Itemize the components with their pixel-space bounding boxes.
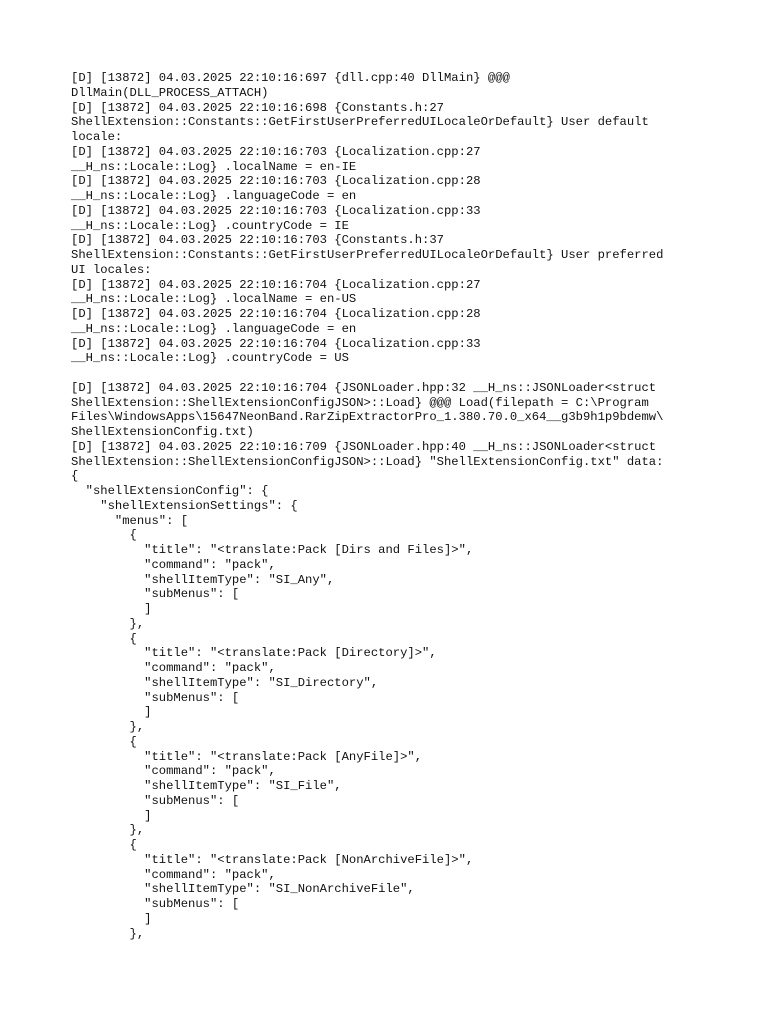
- log-text-body: [71, 71, 711, 941]
- log-line: [71, 366, 711, 381]
- log-line: __H_ns::Locale::Log} .languageCode = en: [71, 321, 357, 336]
- log-line: ShellExtension::Constants::GetFirstUserPreferredUILocaleOrDefault} User default: [71, 115, 649, 130]
- log-line: "subMenus": [: [71, 897, 240, 911]
- log-line: [D] [13872] 04.03.2025 22:10:16:697 {dll.cpp:40 DllMain} @@@: [71, 71, 510, 85]
- log-line: [D] [13872] 04.03.2025 22:10:16:698 {Constants.h:27: [71, 100, 444, 115]
- log-line: [D] [13872] 04.03.2025 22:10:16:709 {JSONLoader.hpp:40 __H_ns::JSONLoader<struct: [71, 439, 657, 454]
- log-line: {: [71, 528, 137, 543]
- log-line: },: [71, 926, 145, 941]
- log-line: ]: [71, 705, 152, 720]
- log-line: "shellItemType": "SI_Directory",: [71, 675, 379, 690]
- log-line: __H_ns::Locale::Log} .localName = en-IE: [71, 159, 357, 174]
- log-line: "shellItemType": "SI_NonArchiveFile",: [71, 882, 415, 897]
- log-line: [D] [13872] 04.03.2025 22:10:16:703 {Localization.cpp:28: [71, 174, 481, 189]
- log-line: "shellExtensionConfig": {: [71, 484, 269, 498]
- log-line: ShellExtensionConfig.txt): [71, 425, 254, 439]
- log-line: __H_ns::Locale::Log} .countryCode = IE: [71, 218, 349, 233]
- log-line: ]: [71, 911, 152, 926]
- log-line: [D] [13872] 04.03.2025 22:10:16:703 {Constants.h:37: [71, 233, 444, 248]
- log-line: },: [71, 823, 145, 838]
- log-line: "title": "<translate:Pack [AnyFile]>",: [71, 749, 423, 764]
- log-line: __H_ns::Locale::Log} .countryCode = US: [71, 351, 349, 366]
- log-line: },: [71, 720, 145, 734]
- log-line: ShellExtension::ShellExtensionConfigJSON>::Load} @@@ Load(filepath = C:\Program: [71, 395, 649, 410]
- log-line: {: [71, 631, 137, 646]
- log-line: [D] [13872] 04.03.2025 22:10:16:704 {Localization.cpp:27: [71, 277, 481, 292]
- log-line: [D] [13872] 04.03.2025 22:10:16:704 {Localization.cpp:28: [71, 307, 481, 321]
- log-line: "shellItemType": "SI_Any",: [71, 572, 335, 587]
- log-line: "subMenus": [: [71, 587, 240, 602]
- log-line: "command": "pack",: [71, 557, 276, 572]
- log-line: "command": "pack",: [71, 764, 276, 779]
- log-line: "title": "<translate:Pack [Dirs and Files]>",: [71, 543, 474, 557]
- log-line: {: [71, 734, 137, 749]
- log-line: "shellItemType": "SI_File",: [71, 779, 342, 793]
- log-line: UI locales:: [71, 262, 152, 277]
- log-line: "command": "pack",: [71, 867, 276, 882]
- log-line: __H_ns::Locale::Log} .localName = en-US: [71, 292, 357, 307]
- log-line: "menus": [: [71, 513, 189, 528]
- log-line: [D] [13872] 04.03.2025 22:10:16:704 {Localization.cpp:33: [71, 336, 481, 351]
- log-line: [D] [13872] 04.03.2025 22:10:16:703 {Localization.cpp:33: [71, 203, 481, 218]
- log-line: [D] [13872] 04.03.2025 22:10:16:704 {JSONLoader.hpp:32 __H_ns::JSONLoader<struct: [71, 380, 657, 395]
- log-line: DllMain(DLL_PROCESS_ATTACH): [71, 85, 269, 100]
- log-line: "shellExtensionSettings": {: [71, 498, 298, 513]
- log-line: ]: [71, 602, 152, 616]
- log-line: "command": "pack",: [71, 661, 276, 675]
- log-line: "title": "<translate:Pack [Directory]>",: [71, 646, 437, 661]
- log-line: __H_ns::Locale::Log} .languageCode = en: [71, 189, 357, 203]
- log-line: ShellExtension::Constants::GetFirstUserPreferredUILocaleOrDefault} User preferred: [71, 248, 664, 262]
- log-line: ShellExtension::ShellExtensionConfigJSON>::Load} "ShellExtensionConfig.txt" data:: [71, 454, 664, 469]
- log-line: [D] [13872] 04.03.2025 22:10:16:703 {Localization.cpp:27: [71, 144, 481, 159]
- log-line: {: [71, 838, 137, 852]
- log-line: locale:: [71, 130, 123, 144]
- log-line: },: [71, 616, 145, 631]
- log-line: "subMenus": [: [71, 793, 240, 808]
- log-line: ]: [71, 808, 152, 823]
- log-line: Files\WindowsApps\15647NeonBand.RarZipExtractorPro_1.380.70.0_x64__g3b9h1p9bdemw\: [71, 410, 664, 425]
- log-line: "title": "<translate:Pack [NonArchiveFile]>",: [71, 852, 474, 867]
- log-line: "subMenus": [: [71, 690, 240, 705]
- log-line: {: [71, 469, 79, 484]
